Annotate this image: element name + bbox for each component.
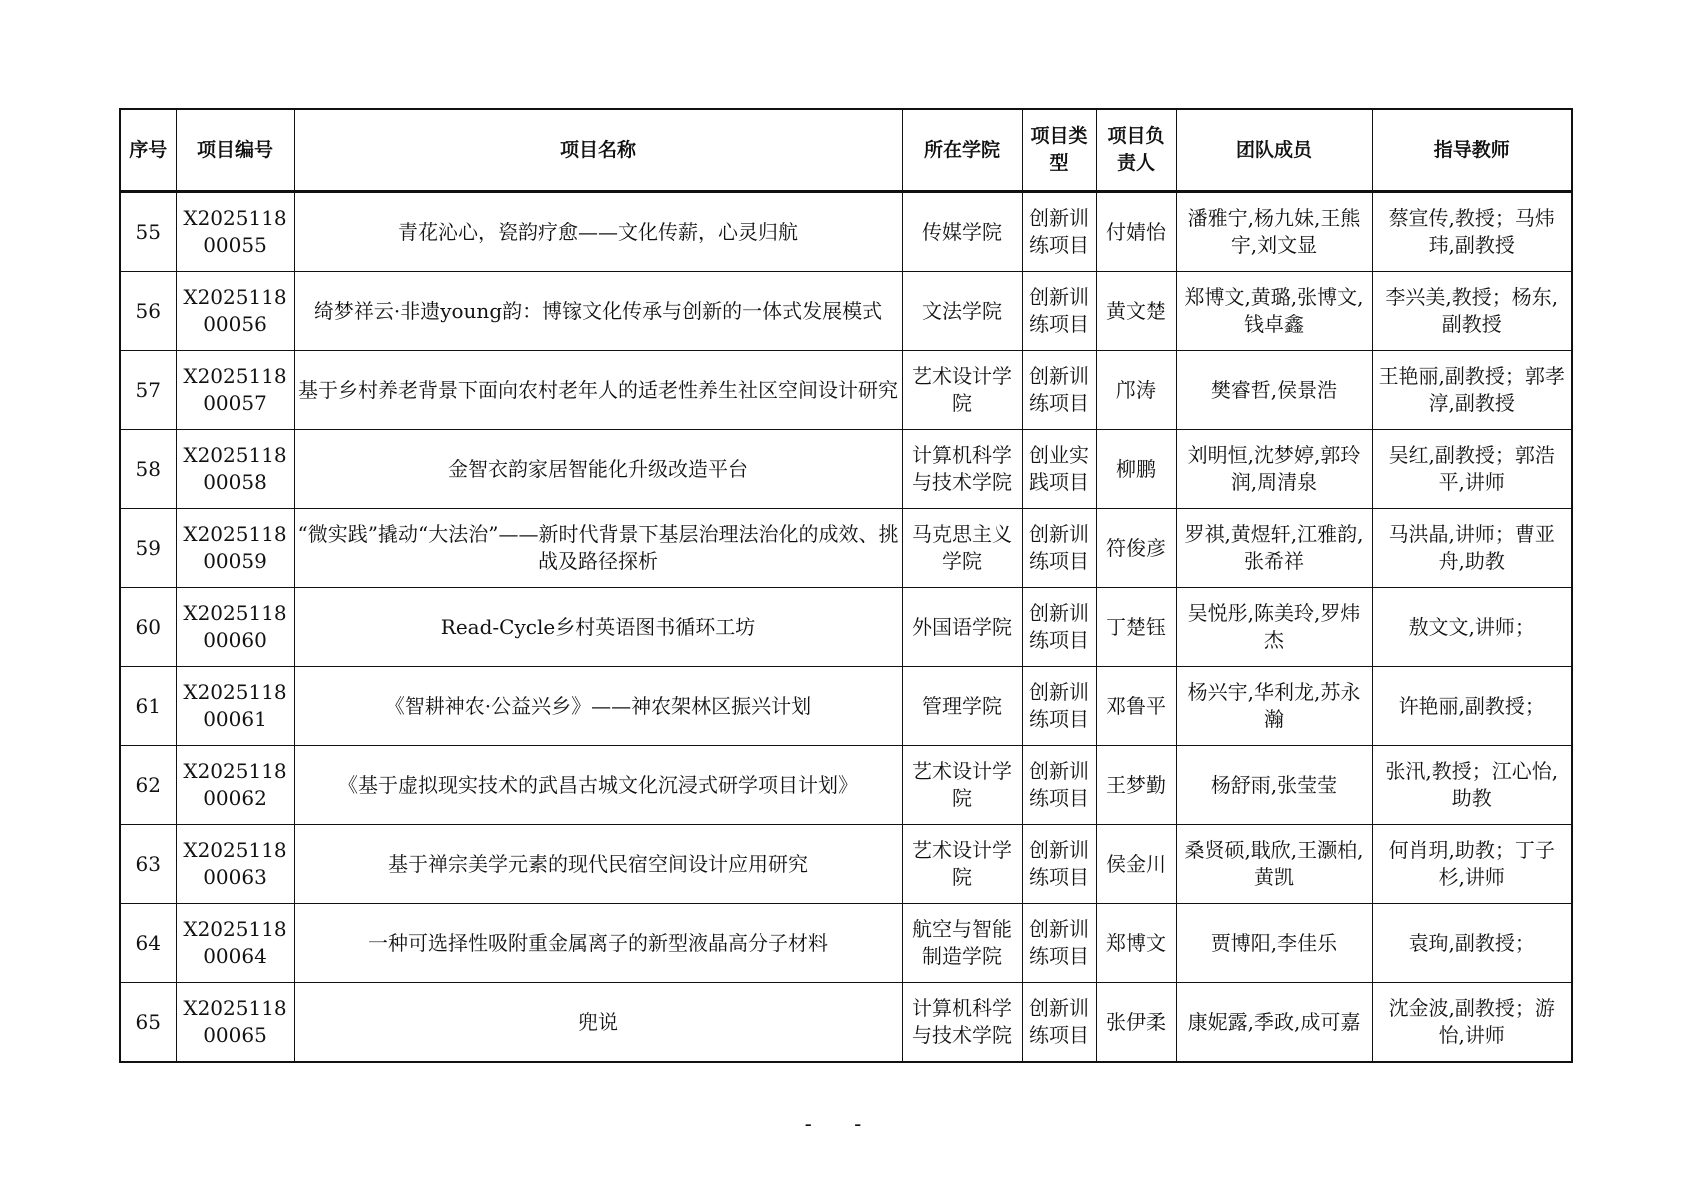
table-row [120, 825, 1572, 904]
cell-name: Read-Cycle乡村英语图书循环工坊 [294, 588, 902, 667]
cell-code: X202511800055 [176, 192, 294, 272]
cell-name: “微实践”撬动“大法治”——新时代背景下基层治理法治化的成效、挑战及路径探析 [294, 509, 902, 588]
cell-name: 青花沁心，瓷韵疗愈——文化传薪，心灵归航 [294, 192, 902, 272]
cell-no: 65 [120, 983, 176, 1063]
cell-name: 基于禅宗美学元素的现代民宿空间设计应用研究 [294, 825, 902, 904]
cell-advisor: 李兴美,教授；杨东,副教授 [1372, 272, 1572, 351]
cell-members: 杨兴宇,华利龙,苏永瀚 [1176, 667, 1372, 746]
cell-advisor: 许艳丽,副教授； [1372, 667, 1572, 746]
cell-members: 刘明恒,沈梦婷,郭玲润,周清泉 [1176, 430, 1372, 509]
cell-no: 58 [120, 430, 176, 509]
header-type: 项目类型 [1022, 109, 1096, 192]
cell-code: X202511800061 [176, 667, 294, 746]
cell-no: 64 [120, 904, 176, 983]
table-row [120, 272, 1572, 351]
table-row [120, 192, 1572, 272]
page-footer: - - [804, 1112, 880, 1136]
cell-type: 创新训练项目 [1022, 192, 1096, 272]
cell-leader: 邓鲁平 [1096, 667, 1176, 746]
cell-advisor: 吴红,副教授；郭浩平,讲师 [1372, 430, 1572, 509]
table-row [120, 904, 1572, 983]
header-no: 序号 [120, 109, 176, 192]
cell-leader: 丁楚钰 [1096, 588, 1176, 667]
cell-name: 《基于虚拟现实技术的武昌古城文化沉浸式研学项目计划》 [294, 746, 902, 825]
cell-advisor: 沈金波,副教授；游怡,讲师 [1372, 983, 1572, 1063]
cell-leader: 付婧怡 [1096, 192, 1176, 272]
cell-leader: 张伊柔 [1096, 983, 1176, 1063]
cell-name: 一种可选择性吸附重金属离子的新型液晶高分子材料 [294, 904, 902, 983]
header-leader: 项目负责人 [1096, 109, 1176, 192]
cell-members: 郑博文,黄璐,张博文,钱卓鑫 [1176, 272, 1372, 351]
cell-leader: 王梦勤 [1096, 746, 1176, 825]
cell-no: 55 [120, 192, 176, 272]
cell-leader: 柳鹏 [1096, 430, 1176, 509]
cell-type: 创新训练项目 [1022, 351, 1096, 430]
cell-advisor: 何肖玥,助教；丁子杉,讲师 [1372, 825, 1572, 904]
table-row [120, 351, 1572, 430]
cell-advisor: 袁珣,副教授； [1372, 904, 1572, 983]
cell-college: 文法学院 [902, 272, 1022, 351]
cell-name: 金智衣韵家居智能化升级改造平台 [294, 430, 902, 509]
cell-no: 61 [120, 667, 176, 746]
cell-members: 吴悦彤,陈美玲,罗炜杰 [1176, 588, 1372, 667]
cell-code: X202511800062 [176, 746, 294, 825]
cell-no: 60 [120, 588, 176, 667]
header-name: 项目名称 [294, 109, 902, 192]
table-header-row [120, 109, 1572, 192]
cell-college: 航空与智能制造学院 [902, 904, 1022, 983]
cell-college: 艺术设计学院 [902, 351, 1022, 430]
cell-type: 创业实践项目 [1022, 430, 1096, 509]
cell-type: 创新训练项目 [1022, 588, 1096, 667]
cell-members: 贾博阳,李佳乐 [1176, 904, 1372, 983]
cell-no: 59 [120, 509, 176, 588]
cell-leader: 符俊彦 [1096, 509, 1176, 588]
cell-code: X202511800060 [176, 588, 294, 667]
cell-college: 计算机科学与技术学院 [902, 430, 1022, 509]
cell-college: 马克思主义学院 [902, 509, 1022, 588]
header-advisor: 指导教师 [1372, 109, 1572, 192]
cell-type: 创新训练项目 [1022, 509, 1096, 588]
cell-college: 传媒学院 [902, 192, 1022, 272]
cell-advisor: 敖文文,讲师； [1372, 588, 1572, 667]
cell-code: X202511800063 [176, 825, 294, 904]
cell-members: 樊睿哲,侯景浩 [1176, 351, 1372, 430]
cell-members: 康妮露,季政,成可嘉 [1176, 983, 1372, 1063]
cell-type: 创新训练项目 [1022, 667, 1096, 746]
cell-type: 创新训练项目 [1022, 272, 1096, 351]
cell-leader: 邝涛 [1096, 351, 1176, 430]
cell-members: 桑贤硕,戢欣,王灏柏,黄凯 [1176, 825, 1372, 904]
cell-code: X202511800064 [176, 904, 294, 983]
cell-advisor: 马洪晶,讲师；曹亚舟,助教 [1372, 509, 1572, 588]
table-row [120, 983, 1572, 1063]
cell-type: 创新训练项目 [1022, 983, 1096, 1063]
cell-code: X202511800057 [176, 351, 294, 430]
cell-no: 56 [120, 272, 176, 351]
cell-college: 艺术设计学院 [902, 746, 1022, 825]
cell-type: 创新训练项目 [1022, 825, 1096, 904]
cell-code: X202511800065 [176, 983, 294, 1063]
cell-no: 63 [120, 825, 176, 904]
cell-name: 《智耕神农·公益兴乡》——神农架林区振兴计划 [294, 667, 902, 746]
cell-no: 57 [120, 351, 176, 430]
cell-members: 潘雅宁,杨九妹,王熊宇,刘文显 [1176, 192, 1372, 272]
table-row [120, 746, 1572, 825]
cell-name: 绮梦祥云·非遗young韵：博镓文化传承与创新的一体式发展模式 [294, 272, 902, 351]
cell-code: X202511800059 [176, 509, 294, 588]
cell-name: 基于乡村养老背景下面向农村老年人的适老性养生社区空间设计研究 [294, 351, 902, 430]
cell-college: 艺术设计学院 [902, 825, 1022, 904]
header-college: 所在学院 [902, 109, 1022, 192]
cell-type: 创新训练项目 [1022, 904, 1096, 983]
cell-members: 罗祺,黄煜轩,江雅韵,张希祥 [1176, 509, 1372, 588]
cell-advisor: 蔡宣传,教授；马炜玮,副教授 [1372, 192, 1572, 272]
project-table [119, 108, 1573, 1063]
cell-no: 62 [120, 746, 176, 825]
cell-leader: 侯金川 [1096, 825, 1176, 904]
cell-code: X202511800058 [176, 430, 294, 509]
header-code: 项目编号 [176, 109, 294, 192]
table-row [120, 509, 1572, 588]
cell-members: 杨舒雨,张莹莹 [1176, 746, 1372, 825]
cell-college: 计算机科学与技术学院 [902, 983, 1022, 1063]
cell-code: X202511800056 [176, 272, 294, 351]
table-row [120, 667, 1572, 746]
header-members: 团队成员 [1176, 109, 1372, 192]
cell-advisor: 王艳丽,副教授；郭孝淳,副教授 [1372, 351, 1572, 430]
table-row [120, 588, 1572, 667]
cell-leader: 黄文楚 [1096, 272, 1176, 351]
cell-college: 管理学院 [902, 667, 1022, 746]
cell-type: 创新训练项目 [1022, 746, 1096, 825]
cell-leader: 郑博文 [1096, 904, 1176, 983]
cell-college: 外国语学院 [902, 588, 1022, 667]
table-row [120, 430, 1572, 509]
cell-advisor: 张汛,教授；江心怡,助教 [1372, 746, 1572, 825]
cell-name: 兜说 [294, 983, 902, 1063]
